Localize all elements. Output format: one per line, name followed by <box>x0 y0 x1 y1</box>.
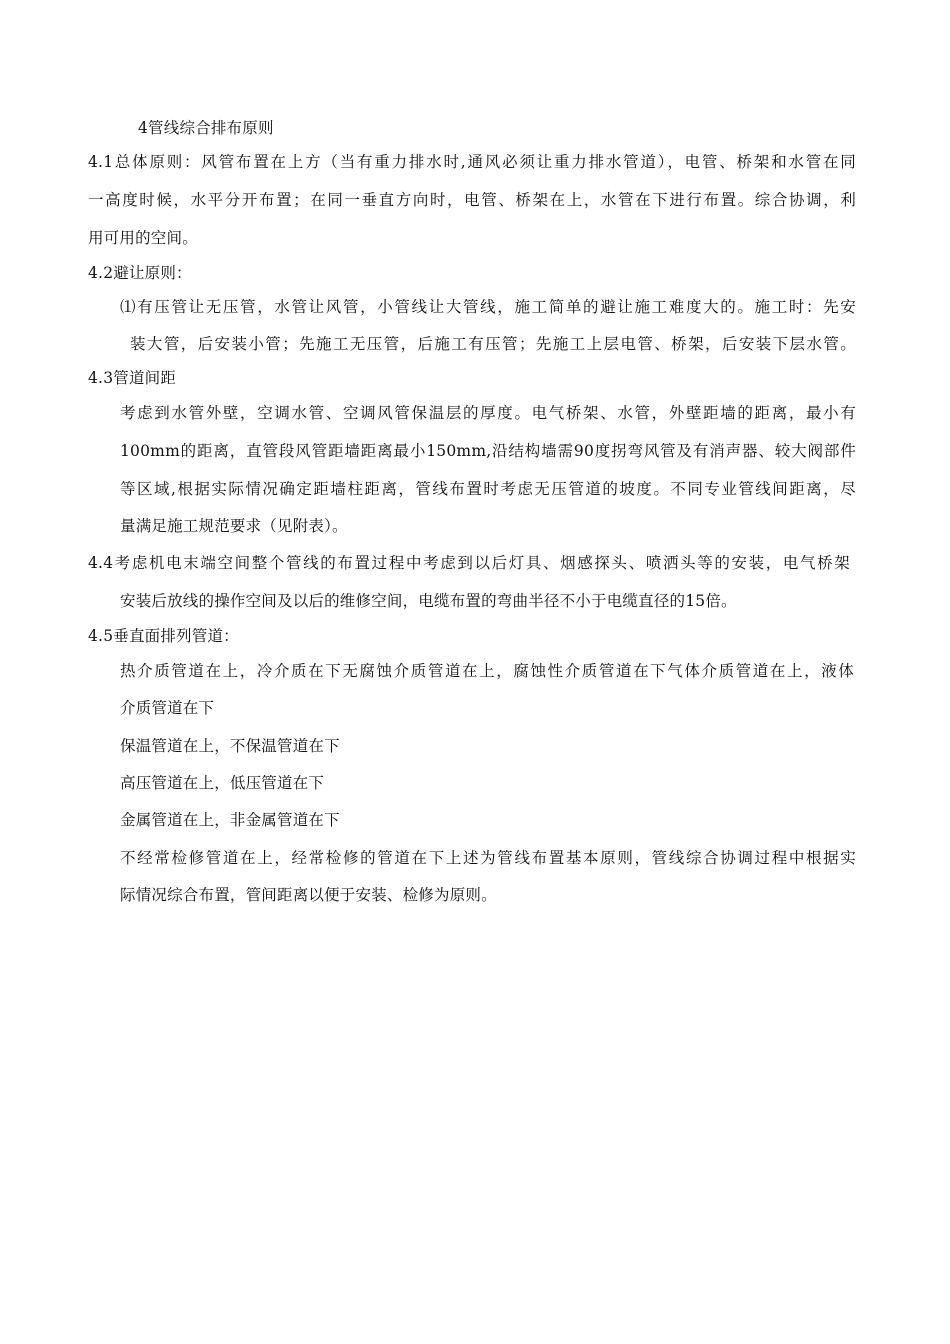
section-4-2-title: 4.2避让原则： <box>88 264 192 282</box>
paragraph-4-5-line-7: 际情况综合布置，管间距离以便于安装、检修为原则。 <box>120 886 497 904</box>
paragraph-4-1-line-3: 用可用的空间。 <box>88 229 198 247</box>
paragraph-4-3-line-3: 等区域,根据实际情况确定距墙柱距离，管线布置时考虑无压管道的坡度。不同专业管线间距离，尽 <box>120 480 856 498</box>
section-4-3-title: 4.3管道间距 <box>88 369 177 387</box>
paragraph-4-2-line-2: 装大管，后安装小管；先施工无压管，后施工有压管；先施工上层电管、桥架，后安装下层水管。 <box>130 335 856 353</box>
paragraph-4-5-line-6: 不经常检修管道在上，经常检修的管道在下上述为管线布置基本原则，管线综合协调过程中根据实 <box>120 849 856 867</box>
paragraph-4-2-line-1: ⑴有压管让无压管，水管让风管，小管线让大管线，施工简单的避让施工难度大的。施工时：先安 <box>120 298 856 316</box>
paragraph-4-4-line-2: 安装后放线的操作空间及以后的维修空间，电缆布置的弯曲半径不小于电缆直径的15倍。 <box>120 592 737 610</box>
paragraph-4-5-line-3: 保温管道在上，不保温管道在下 <box>120 737 340 755</box>
section-4-5-title: 4.5垂直面排列管道： <box>88 627 239 645</box>
paragraph-4-3-line-2: 100mm的距离，直管段风管距墙距离最小150mm,沿结构墙需90度拐弯风管及有消声器、较大阀部件 <box>120 442 856 460</box>
paragraph-4-5-line-1: 热介质管道在上，冷介质在下无腐蚀介质管道在上，腐蚀性介质管道在下气体介质管道在上，液体 <box>120 662 854 680</box>
paragraph-4-1-line-1: 4.1总体原则：风管布置在上方（当有重力排水时,通风必须让重力排水管道），电管、桥架和水管在同 <box>88 153 856 171</box>
paragraph-4-5-line-5: 金属管道在上，非金属管道在下 <box>120 811 340 829</box>
paragraph-4-4-line-1: 4.4考虑机电末端空间整个管线的布置过程中考虑到以后灯具、烟感探头、喷洒头等的安装，电气桥架 <box>88 554 850 572</box>
paragraph-4-5-line-2: 介质管道在下 <box>120 699 215 717</box>
paragraph-4-3-line-1: 考虑到水管外壁，空调水管、空调风管保温层的厚度。电气桥架、水管，外壁距墙的距离，最小有 <box>120 404 856 422</box>
section-heading: 4管线综合排布原则 <box>138 119 274 137</box>
paragraph-4-1-line-2: 一高度时候，水平分开布置；在同一垂直方向时，电管、桥架在上，水管在下进行布置。综合协调，利 <box>88 191 856 209</box>
paragraph-4-3-line-4: 量满足施工规范要求（见附表）。 <box>120 517 348 535</box>
paragraph-4-5-line-4: 高压管道在上，低压管道在下 <box>120 774 325 792</box>
